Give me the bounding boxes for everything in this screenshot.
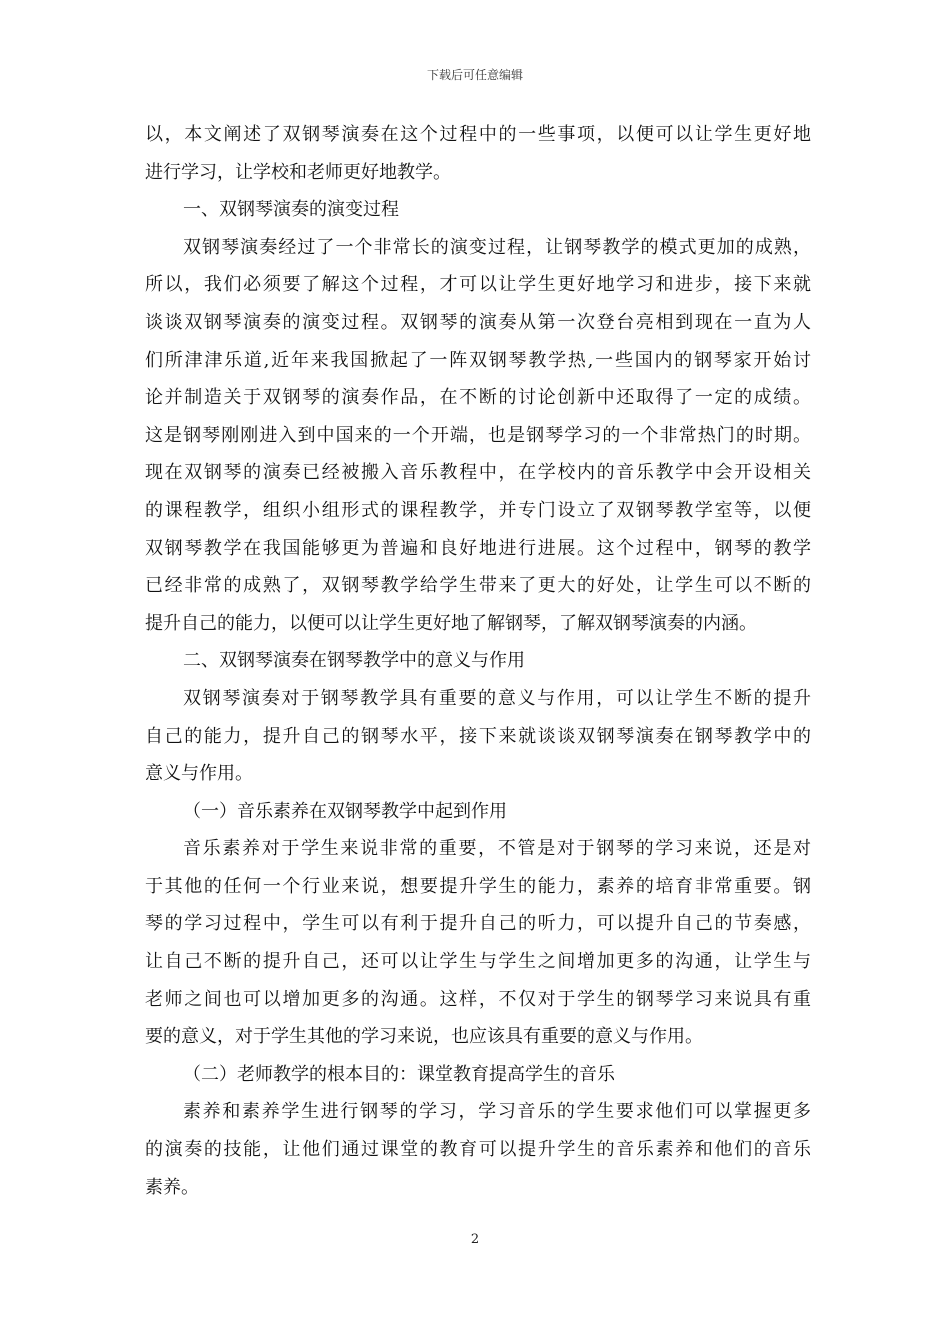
- text-line: 琴的学习过程中，学生可以有利于提升自己的听力，可以提升自己的节奏感，: [145, 913, 811, 935]
- page-number: 2: [470, 1232, 480, 1247]
- text-line: 一、双钢琴演奏的演变过程: [183, 199, 399, 221]
- text-line: 以，本文阐述了双钢琴演奏在这个过程中的一些事项，以便可以让学生更好地: [145, 124, 811, 145]
- text-line: 双钢琴教学在我国能够更为普遍和良好地进行进展。这个过程中，钢琴的教学: [145, 537, 811, 559]
- text-line: 自己的能力，提升自己的钢琴水平，接下来就谈谈双钢琴演奏在钢琴教学中的: [145, 725, 811, 747]
- text-line: 双钢琴演奏经过了一个非常长的演变过程，让钢琴教学的模式更加的成熟，: [183, 236, 811, 258]
- text-line: 老师之间也可以增加更多的沟通。这样，不仅对于学生的钢琴学习来说具有重: [145, 988, 811, 1010]
- text-line: 们所津津乐道,近年来我国掀起了一阵双钢琴教学热,一些国内的钢琴家开始讨: [145, 349, 811, 371]
- text-line: 要的意义，对于学生其他的学习来说，也应该具有重要的意义与作用。: [145, 1026, 703, 1048]
- text-line: 论并制造关于双钢琴的演奏作品，在不断的讨论创新中还取得了一定的成绩。: [145, 387, 811, 409]
- text-line: 的课程教学，组织小组形式的课程教学，并专门设立了双钢琴教学室等，以便: [145, 499, 811, 521]
- text-line: （一）音乐素养在双钢琴教学中起到作用: [183, 800, 507, 822]
- text-line: 进行学习，让学校和老师更好地教学。: [145, 161, 451, 183]
- text-line: 于其他的任何一个行业来说，想要提升学生的能力，素养的培育非常重要。钢: [145, 875, 811, 897]
- text-line: 的演奏的技能，让他们通过课堂的教育可以提升学生的音乐素养和他们的音乐: [145, 1139, 811, 1161]
- document-body: [145, 116, 811, 1206]
- text-line: 谈谈双钢琴演奏的演变过程。双钢琴的演奏从第一次登台亮相到现在一直为人: [145, 311, 811, 333]
- text-line: 素养。: [145, 1176, 199, 1198]
- text-line: 素养和素养学生进行钢琴的学习，学习音乐的学生要求他们可以掌握更多: [183, 1101, 811, 1123]
- text-line: 音乐素养对于学生来说非常的重要，不管是对于钢琴的学习来说，还是对: [183, 838, 811, 860]
- text-line: 提升自己的能力，以便可以让学生更好地了解钢琴，了解双钢琴演奏的内涵。: [145, 612, 757, 634]
- text-line: （二）老师教学的根本目的：课堂教育提高学生的音乐: [183, 1063, 615, 1085]
- text-line: 意义与作用。: [145, 763, 253, 785]
- text-line: 现在双钢琴的演奏已经被搬入音乐教程中，在学校内的音乐教学中会开设相关: [145, 462, 811, 484]
- text-line: 已经非常的成熟了，双钢琴教学给学生带来了更大的好处，让学生可以不断的: [145, 575, 811, 597]
- text-line: 所以，我们必须要了解这个过程，才可以让学生更好地学习和进步，接下来就: [145, 274, 811, 296]
- text-line: 这是钢琴刚刚进入到中国来的一个开端，也是钢琴学习的一个非常热门的时期。: [145, 424, 811, 446]
- text-line: 让自己不断的提升自己，还可以让学生与学生之间增加更多的沟通，让学生与: [145, 951, 811, 973]
- page-header: 下载后可任意编辑: [426, 68, 523, 82]
- text-line: 二、双钢琴演奏在钢琴教学中的意义与作用: [183, 650, 525, 672]
- text-line: 双钢琴演奏对于钢琴教学具有重要的意义与作用，可以让学生不断的提升: [183, 687, 811, 709]
